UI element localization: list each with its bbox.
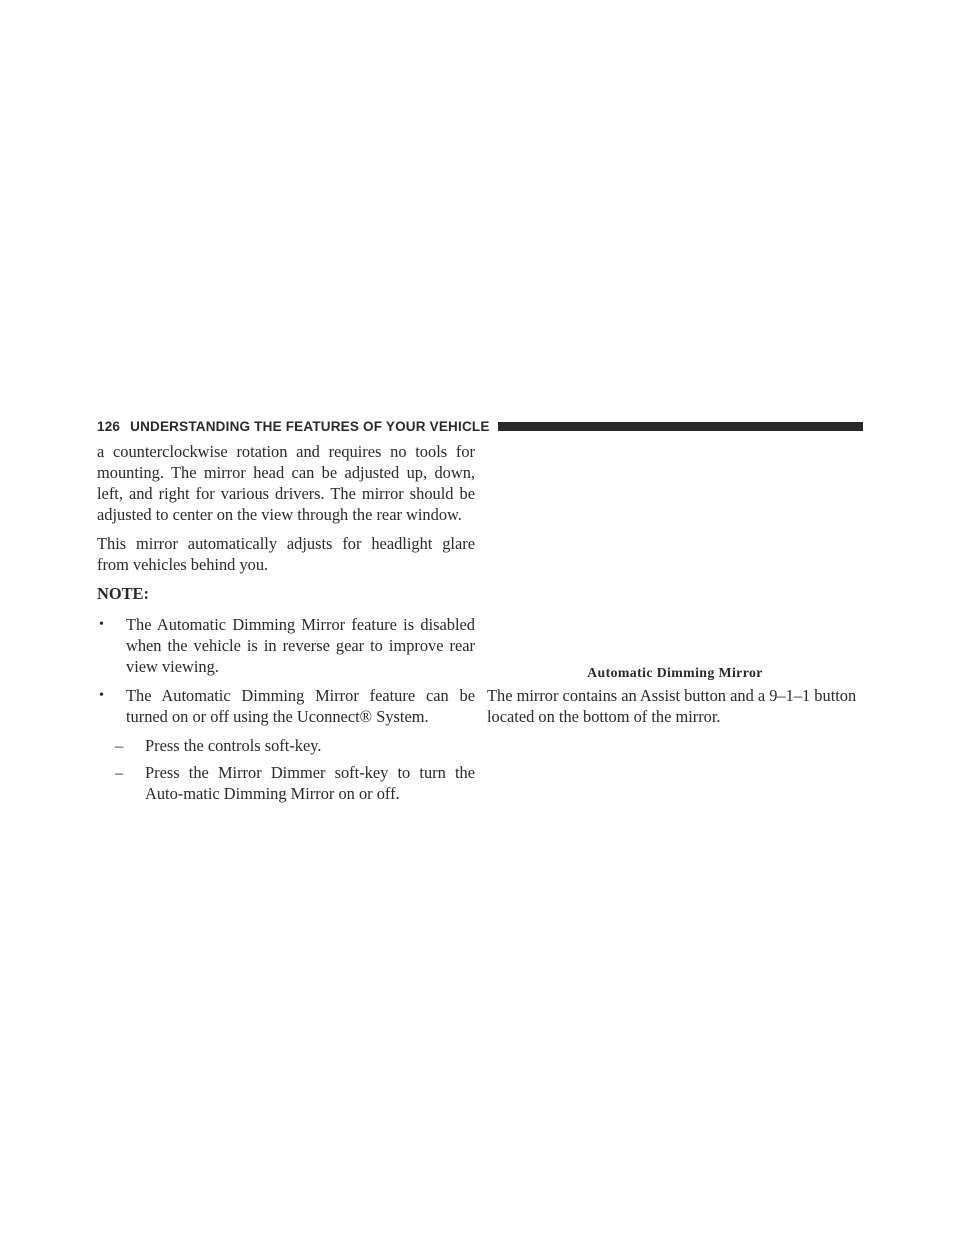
section-title: UNDERSTANDING THE FEATURES OF YOUR VEHICLE: [130, 419, 490, 434]
sub-item-controls: [97, 735, 475, 756]
dash-icon: –: [115, 763, 124, 782]
paragraph-glare: This mirror automatically adjusts for headlight glare from vehicles behind you.: [97, 534, 475, 574]
bullet-item-reverse-gear: [97, 614, 475, 677]
page-number: 126: [97, 419, 121, 434]
dash-icon: –: [115, 736, 124, 755]
paragraph-mirror-buttons: The mirror contains an Assist button and a 9–1–1 button located on the bottom of the mirror.: [487, 686, 857, 726]
sub-item-text: Press the controls soft-key.: [145, 736, 322, 755]
header-rule: [498, 422, 863, 431]
right-column: [487, 441, 863, 727]
figure-caption: Automatic Dimming Mirror: [587, 665, 763, 680]
note-label: NOTE:: [97, 584, 149, 603]
bullet-icon: •: [99, 617, 104, 632]
bullet-text: The Automatic Dimming Mirror feature can be turned on or off using the Uconnect® System.: [126, 686, 475, 726]
bullet-icon: •: [99, 688, 104, 703]
page-header: [97, 418, 863, 435]
bullet-text: The Automatic Dimming Mirror feature is disabled when the vehicle is in reverse gear to improve rear view viewing.: [126, 615, 475, 676]
figure-automatic-dimming-mirror: [487, 441, 863, 639]
left-column: [97, 441, 475, 810]
paragraph-mounting: a counterclockwise rotation and requires no tools for mounting. The mirror head can be adjusted up, down, left, and right for various drivers. The mirror should be adjusted to center on the view through the rear window.: [97, 442, 475, 524]
sub-item-mirror-dimmer: [97, 762, 475, 804]
sub-item-text: Press the Mirror Dimmer soft-key to turn the Auto-matic Dimming Mirror on or off.: [145, 763, 475, 803]
bullet-item-uconnect: [97, 685, 475, 727]
